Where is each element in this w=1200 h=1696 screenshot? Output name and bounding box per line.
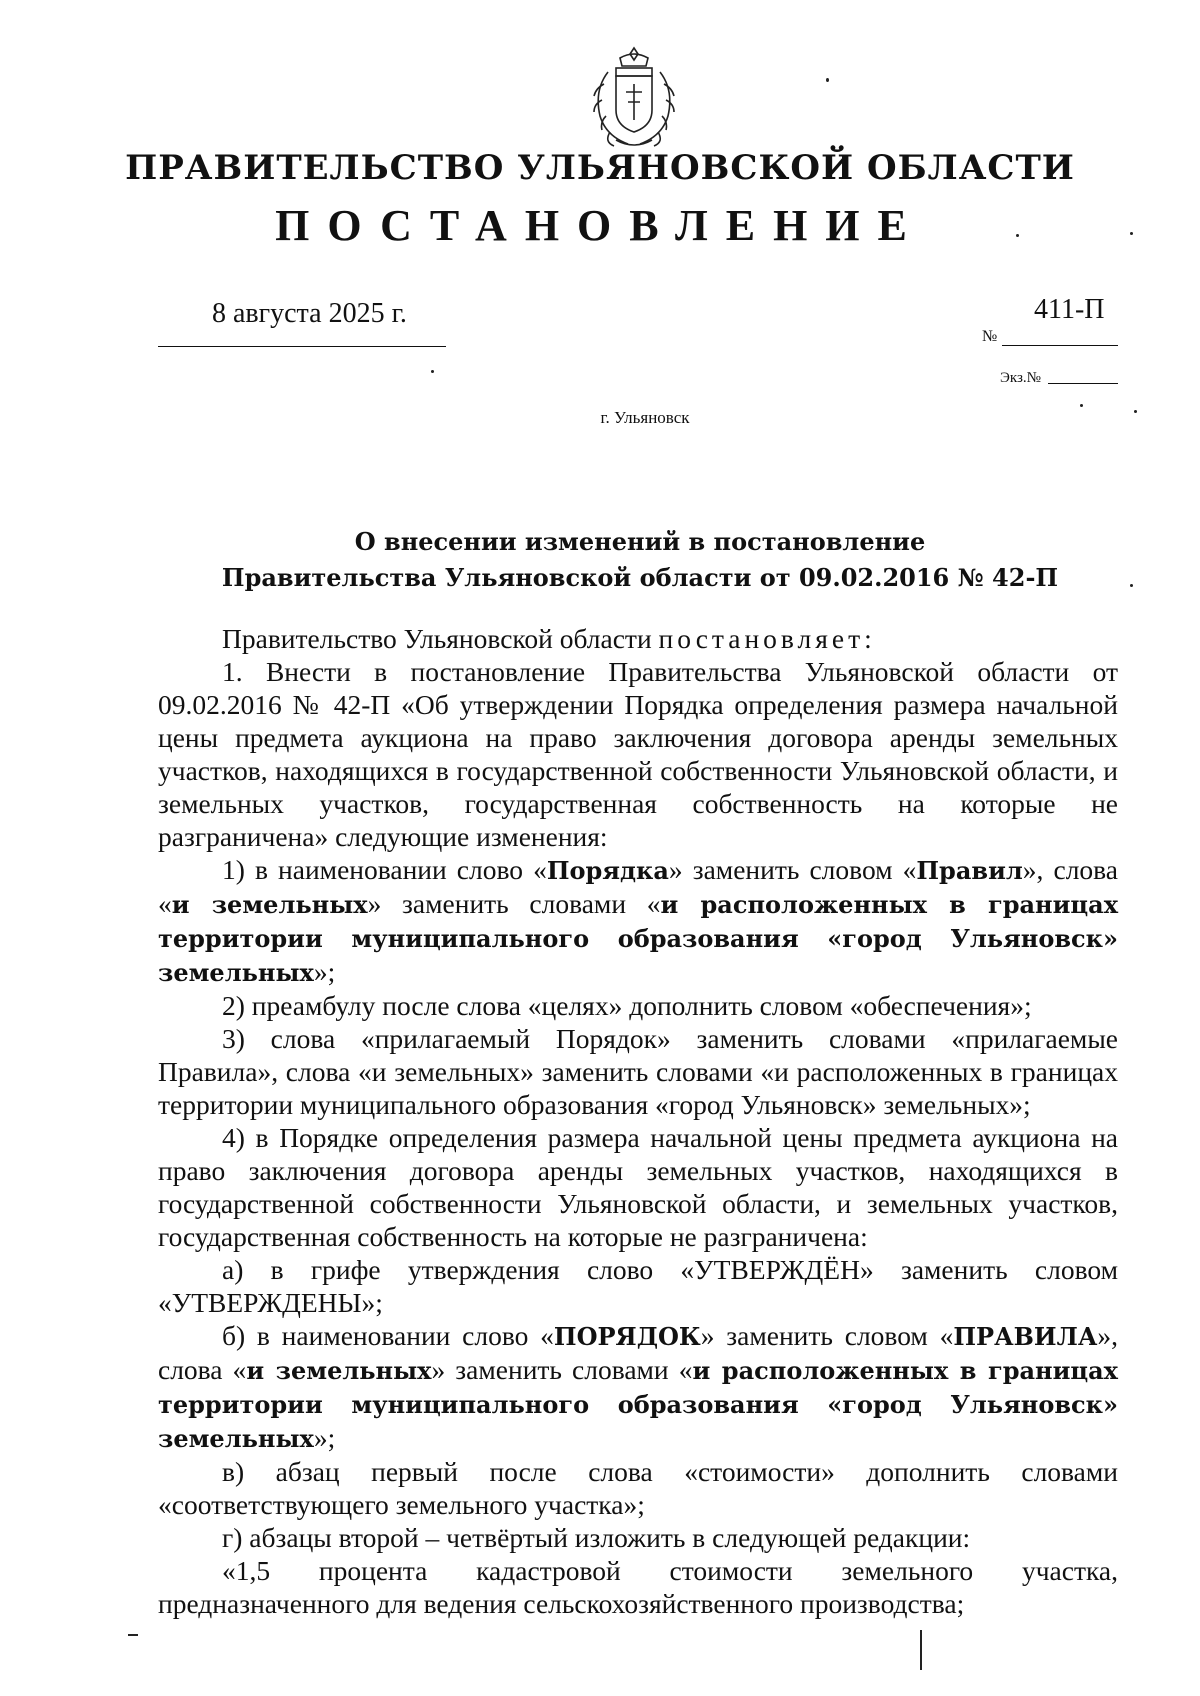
city: г. Ульяновск (600, 408, 690, 427)
copy-number-underline (1048, 383, 1118, 384)
date-underline (158, 346, 446, 347)
document-body (158, 622, 1118, 1620)
copy-number-label: Экз.№ (1000, 370, 1041, 386)
paragraph-item-4: 4) в Порядке определения размера начальной цены предмета аукциона на право заключения договора аренды земельных участков, находящихся в государственной собственности Ульяновской области, и земельных участков, государственная собственность на которые не разграничена: (158, 1122, 1118, 1252)
scan-speck (920, 1630, 922, 1670)
scan-speck (1130, 232, 1133, 235)
paragraph-item-1: 1) в наименовании слово «Порядка» заменить словом «Правил», слова «и земельных» заменить словами «и расположенных в границах территории муниципального образования «город Ульяновск» земельных»; (158, 854, 1118, 987)
preamble-text: Правительство Ульяновской области (222, 623, 659, 654)
scan-speck (1080, 404, 1083, 407)
number-label: № (982, 328, 998, 345)
title-line-1: О внесении изменений в постановление (354, 527, 926, 556)
paragraph-item-3: 3) слова «прилагаемый Порядок» заменить словами «прилагаемые Правила», слова «и земельных» заменить словами «и расположенных в границах территории муниципального образования «город Ульяновск» земельных»; (158, 1023, 1118, 1120)
paragraph-item-2: 2) преамбулу после слова «целях» дополнить словом «обеспечения»; (222, 990, 1032, 1021)
document-number: 411-П (1034, 294, 1105, 325)
document-date: 8 августа 2025 г. (212, 298, 407, 329)
paragraph-item-4b: б) в наименовании слово «ПОРЯДОК» заменить словом «ПРАВИЛА», слова «и земельных» заменить словами «и расположенных в границах территории муниципального образования «город Ульяновск» земельных»; (158, 1320, 1118, 1453)
document-type: ПОСТАНОВЛЕНИЕ (275, 201, 925, 250)
scan-speck (431, 370, 434, 373)
title-line-2: Правительства Ульяновской области от 09.02.2016 № 42-П (221, 563, 1059, 592)
paragraph-item-4a: а) в грифе утверждения слово «УТВЕРЖДЁН» заменить словом «УТВЕРЖДЕНЫ»; (158, 1254, 1118, 1318)
number-underline (1002, 345, 1118, 346)
scan-speck (1130, 584, 1133, 587)
preamble-verb: постановляет: (658, 623, 876, 654)
scan-speck (826, 78, 829, 82)
paragraph-item-4g: г) абзацы второй – четвёртый изложить в следующей редакции: (222, 1522, 971, 1553)
paragraph-1: 1. Внести в постановление Правительства Ульяновской области от 09.02.2016 № 42-П «Об утверждении Порядка определения размера начальной цены предмета аукциона на право заключения договора аренды земельных участков, находящихся в государственной собственности Ульяновской области, и земельных участков, государственная собственность на которые не разграничена» следующие изменения: (158, 656, 1118, 852)
paragraph-quote-1: «1,5 процента кадастровой стоимости земельного участка, предназначенного для ведения сельскохозяйственного производства; (158, 1555, 1118, 1619)
scan-speck (1016, 234, 1019, 237)
preamble (158, 622, 1118, 655)
document-title (160, 524, 1120, 596)
paragraph-item-4v: в) абзац первый после слова «стоимости» дополнить словами «соответствующего земельного участка»; (158, 1456, 1118, 1520)
scan-speck (1134, 410, 1137, 413)
scan-speck (128, 1634, 138, 1636)
organization-name: ПРАВИТЕЛЬСТВО УЛЬЯНОВСКОЙ ОБЛАСТИ (125, 148, 1075, 188)
coat-of-arms-emblem (586, 44, 682, 152)
